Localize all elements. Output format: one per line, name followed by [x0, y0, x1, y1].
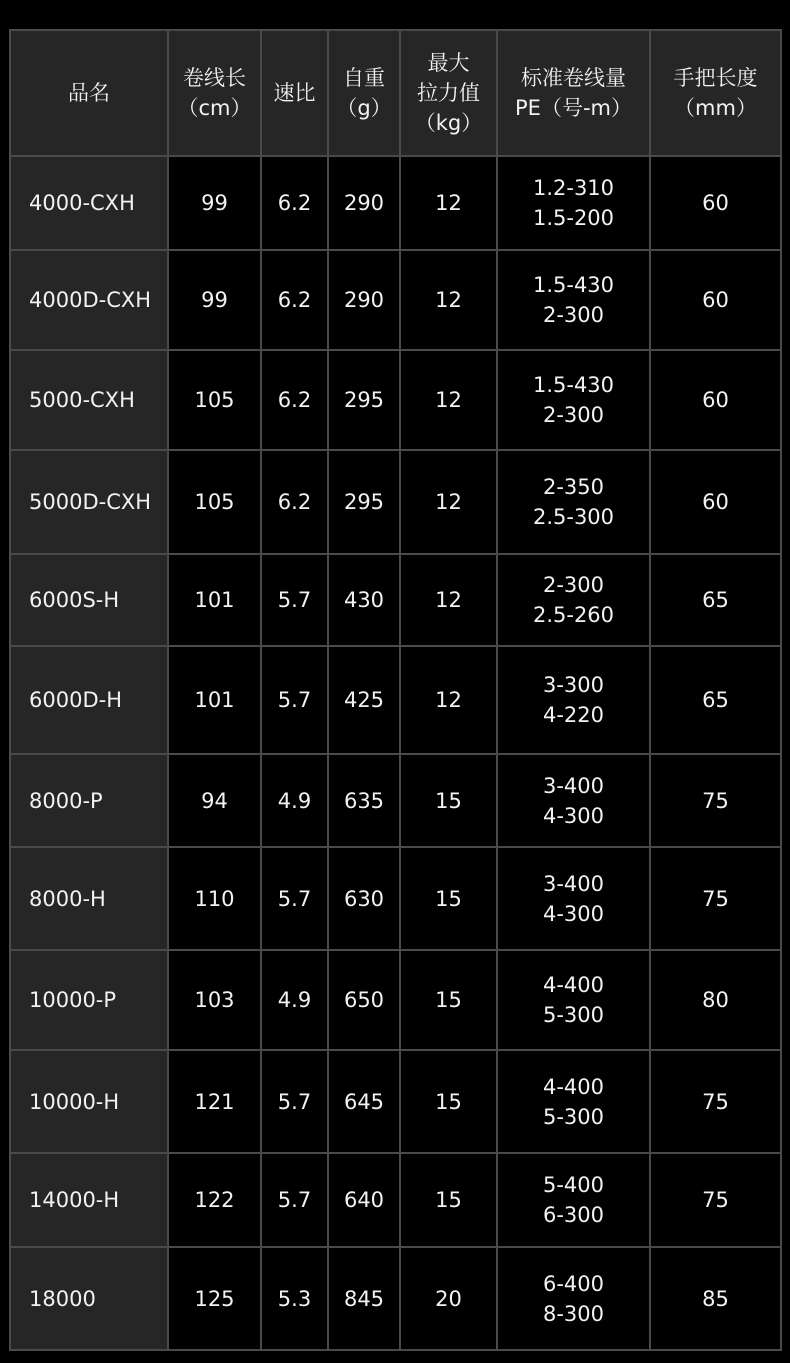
weight-cell: 425 [328, 646, 400, 754]
pe-capacity-cell: 3-400 4-300 [497, 847, 650, 950]
handle-length-cell: 65 [650, 646, 781, 754]
line-length-cell: 110 [168, 847, 261, 950]
line-length-cell: 99 [168, 156, 261, 250]
table-row [10, 450, 781, 554]
gear-ratio-cell: 6.2 [261, 156, 328, 250]
line-length-cell: 101 [168, 646, 261, 754]
max-drag-cell: 15 [400, 754, 497, 847]
gear-ratio-cell: 4.9 [261, 950, 328, 1050]
line-length-cell: 101 [168, 554, 261, 646]
product-name-cell: 18000 [10, 1247, 168, 1350]
line-length-cell: 122 [168, 1153, 261, 1247]
header-gear-ratio: 速比 [261, 30, 328, 156]
table-row [10, 754, 781, 847]
weight-cell: 295 [328, 450, 400, 554]
pe-capacity-cell: 3-300 4-220 [497, 646, 650, 754]
product-name-cell: 6000S-H [10, 554, 168, 646]
handle-length-cell: 80 [650, 950, 781, 1050]
pe-capacity-cell: 6-400 8-300 [497, 1247, 650, 1350]
line-length-cell: 125 [168, 1247, 261, 1350]
pe-capacity-cell: 2-300 2.5-260 [497, 554, 650, 646]
handle-length-cell: 60 [650, 156, 781, 250]
header-handle-length: 手把长度 （mm） [650, 30, 781, 156]
table-row [10, 350, 781, 450]
weight-cell: 630 [328, 847, 400, 950]
handle-length-cell: 60 [650, 450, 781, 554]
line-length-cell: 99 [168, 250, 261, 350]
handle-length-cell: 60 [650, 250, 781, 350]
table-row [10, 1247, 781, 1350]
gear-ratio-cell: 5.7 [261, 847, 328, 950]
max-drag-cell: 15 [400, 847, 497, 950]
max-drag-cell: 12 [400, 450, 497, 554]
gear-ratio-cell: 5.7 [261, 1153, 328, 1247]
product-name-cell: 10000-P [10, 950, 168, 1050]
max-drag-cell: 15 [400, 1153, 497, 1247]
line-length-cell: 103 [168, 950, 261, 1050]
line-length-cell: 105 [168, 350, 261, 450]
pe-capacity-cell: 3-400 4-300 [497, 754, 650, 847]
product-name-cell: 10000-H [10, 1050, 168, 1153]
weight-cell: 640 [328, 1153, 400, 1247]
line-length-cell: 105 [168, 450, 261, 554]
table-row [10, 646, 781, 754]
handle-length-cell: 85 [650, 1247, 781, 1350]
pe-capacity-cell: 2-350 2.5-300 [497, 450, 650, 554]
product-name-cell: 8000-H [10, 847, 168, 950]
handle-length-cell: 75 [650, 1153, 781, 1247]
pe-capacity-cell: 1.5-430 2-300 [497, 250, 650, 350]
table-row [10, 1050, 781, 1153]
table-row [10, 1153, 781, 1247]
pe-capacity-cell: 5-400 6-300 [497, 1153, 650, 1247]
weight-cell: 290 [328, 156, 400, 250]
header-weight: 自重 （g） [328, 30, 400, 156]
product-name-cell: 5000D-CXH [10, 450, 168, 554]
product-name-cell: 4000D-CXH [10, 250, 168, 350]
pe-capacity-cell: 4-400 5-300 [497, 950, 650, 1050]
product-name-cell: 5000-CXH [10, 350, 168, 450]
weight-cell: 845 [328, 1247, 400, 1350]
pe-capacity-cell: 1.5-430 2-300 [497, 350, 650, 450]
handle-length-cell: 65 [650, 554, 781, 646]
handle-length-cell: 75 [650, 1050, 781, 1153]
header-product-name: 品名 [10, 30, 168, 156]
max-drag-cell: 12 [400, 646, 497, 754]
table-row [10, 156, 781, 250]
max-drag-cell: 12 [400, 156, 497, 250]
gear-ratio-cell: 5.7 [261, 1050, 328, 1153]
product-name-cell: 4000-CXH [10, 156, 168, 250]
handle-length-cell: 75 [650, 847, 781, 950]
gear-ratio-cell: 6.2 [261, 450, 328, 554]
weight-cell: 430 [328, 554, 400, 646]
handle-length-cell: 75 [650, 754, 781, 847]
weight-cell: 650 [328, 950, 400, 1050]
line-length-cell: 121 [168, 1050, 261, 1153]
table-row [10, 950, 781, 1050]
pe-capacity-cell: 1.2-310 1.5-200 [497, 156, 650, 250]
gear-ratio-cell: 5.7 [261, 646, 328, 754]
table-row [10, 250, 781, 350]
weight-cell: 645 [328, 1050, 400, 1153]
line-length-cell: 94 [168, 754, 261, 847]
gear-ratio-cell: 5.3 [261, 1247, 328, 1350]
gear-ratio-cell: 5.7 [261, 554, 328, 646]
product-name-cell: 14000-H [10, 1153, 168, 1247]
handle-length-cell: 60 [650, 350, 781, 450]
max-drag-cell: 12 [400, 250, 497, 350]
max-drag-cell: 15 [400, 1050, 497, 1153]
max-drag-cell: 20 [400, 1247, 497, 1350]
max-drag-cell: 15 [400, 950, 497, 1050]
product-name-cell: 8000-P [10, 754, 168, 847]
table-row [10, 554, 781, 646]
weight-cell: 295 [328, 350, 400, 450]
gear-ratio-cell: 4.9 [261, 754, 328, 847]
header-row [10, 30, 781, 156]
pe-capacity-cell: 4-400 5-300 [497, 1050, 650, 1153]
weight-cell: 290 [328, 250, 400, 350]
table-body [10, 156, 781, 1350]
weight-cell: 635 [328, 754, 400, 847]
gear-ratio-cell: 6.2 [261, 350, 328, 450]
product-name-cell: 6000D-H [10, 646, 168, 754]
table-header [10, 30, 781, 156]
gear-ratio-cell: 6.2 [261, 250, 328, 350]
table-row [10, 847, 781, 950]
header-line-length: 卷线长 （cm） [168, 30, 261, 156]
header-pe-capacity: 标准卷线量 PE（号-m） [497, 30, 650, 156]
max-drag-cell: 12 [400, 554, 497, 646]
reel-spec-table [9, 29, 782, 1351]
max-drag-cell: 12 [400, 350, 497, 450]
header-max-drag: 最大 拉力值 （kg） [400, 30, 497, 156]
